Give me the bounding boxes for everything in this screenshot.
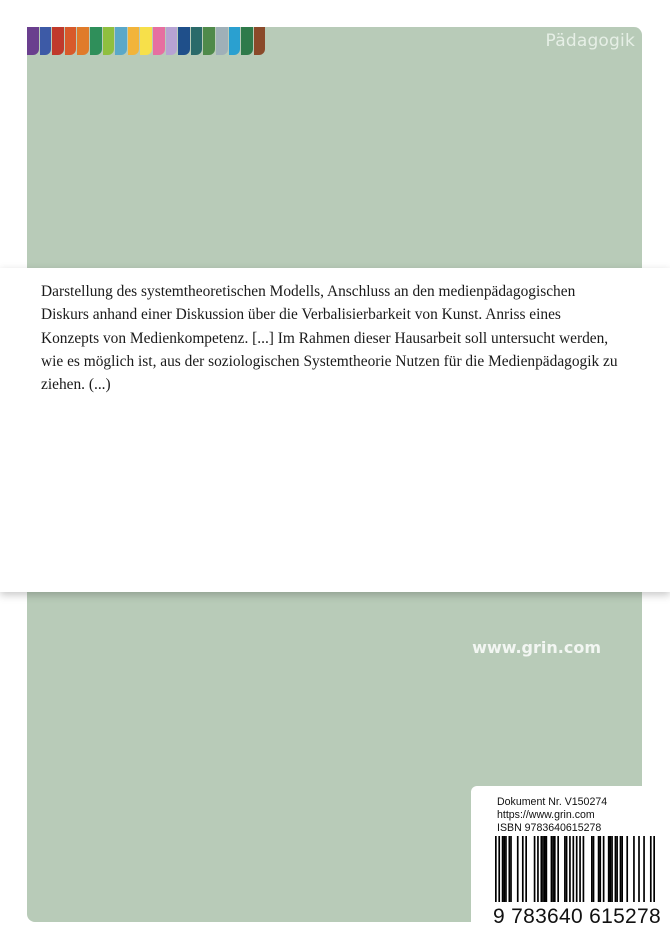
barcode-bar (566, 836, 568, 902)
barcode-bar (621, 836, 623, 902)
barcode-bar (620, 836, 622, 902)
color-stripe (40, 27, 52, 55)
color-stripe (65, 27, 77, 55)
category-label: Pädagogik (545, 31, 635, 51)
barcode-digits: 9 783640 615278 (493, 905, 661, 928)
barcode-bar (626, 836, 628, 902)
color-stripe (191, 27, 203, 55)
barcode-bar (615, 836, 617, 902)
barcode-bar (633, 836, 635, 902)
barcode-bar (540, 836, 542, 902)
barcode-bar (525, 836, 527, 902)
color-stripe (52, 27, 64, 55)
barcode-bar (610, 836, 612, 902)
barcode-bar (572, 836, 574, 902)
color-stripe (115, 27, 127, 55)
color-stripe (229, 27, 241, 55)
barcode-bar (593, 836, 595, 902)
barcode-bar (599, 836, 601, 902)
barcode-bar (576, 836, 578, 902)
barcode-bar (495, 836, 497, 902)
barcode-bar (564, 836, 566, 902)
abstract-text: Darstellung des systemtheoretischen Modells, Anschluss an den medienpädagogischen Diskurs anhand einer Diskussion über die Verbalisierbarkeit von Kunst. Anriss eines Konzepts von Medienkompetenz. [...] Im Rahmen dieser Hausarbeit soll untersucht werden, wie es möglich ist, aus der soziologischen Systemtheorie Nutzen für die Medienpädagogik zu ziehen. (...) (41, 283, 618, 394)
color-stripe (178, 27, 190, 55)
barcode-bar (616, 836, 618, 902)
barcode-bar (551, 836, 553, 902)
color-stripe (103, 27, 115, 55)
color-stripe (241, 27, 253, 55)
barcode-bar (653, 836, 655, 902)
barcode-bar (557, 836, 559, 902)
barcode-bar (643, 836, 645, 902)
barcode-bar (603, 836, 605, 902)
barcode-bar (537, 836, 539, 902)
color-stripe (166, 27, 178, 55)
isbn-line: ISBN 9783640615278 (497, 822, 602, 834)
isbn-barcode (495, 836, 655, 902)
barcode-bar (611, 836, 613, 902)
barcode-bar (608, 836, 610, 902)
barcode-bar (502, 836, 504, 902)
barcode-bar (510, 836, 512, 902)
barcode-bar (522, 836, 524, 902)
barcode-bar (546, 836, 548, 902)
color-stripe (254, 27, 266, 55)
color-stripe (128, 27, 140, 55)
color-stripe (153, 27, 165, 55)
barcode-bar (598, 836, 600, 902)
barcode-bar (554, 836, 556, 902)
color-stripe (203, 27, 215, 55)
barcode-bar (552, 836, 554, 902)
color-stripe (90, 27, 102, 55)
abstract-panel (0, 268, 670, 592)
color-stripe (216, 27, 228, 55)
barcode-bar (503, 836, 505, 902)
color-stripe-bar (27, 27, 266, 55)
barcode-box (471, 786, 669, 936)
barcode-bar (569, 836, 571, 902)
barcode-bar (498, 836, 500, 902)
barcode-bar (517, 836, 519, 902)
color-stripe (27, 27, 39, 55)
document-url: https://www.grin.com (497, 809, 595, 821)
barcode-bar (508, 836, 510, 902)
barcode-bar (579, 836, 581, 902)
barcode-bar (544, 836, 546, 902)
barcode-bar (505, 836, 507, 902)
document-number: Dokument Nr. V150274 (497, 796, 608, 808)
barcode-bar (650, 836, 652, 902)
barcode-bar (638, 836, 640, 902)
barcode-bar (591, 836, 593, 902)
publisher-website: www.grin.com (472, 638, 601, 657)
barcode-bar (542, 836, 544, 902)
barcode-bar (534, 836, 536, 902)
barcode-bar (583, 836, 585, 902)
color-stripe (77, 27, 89, 55)
color-stripe (140, 27, 152, 55)
